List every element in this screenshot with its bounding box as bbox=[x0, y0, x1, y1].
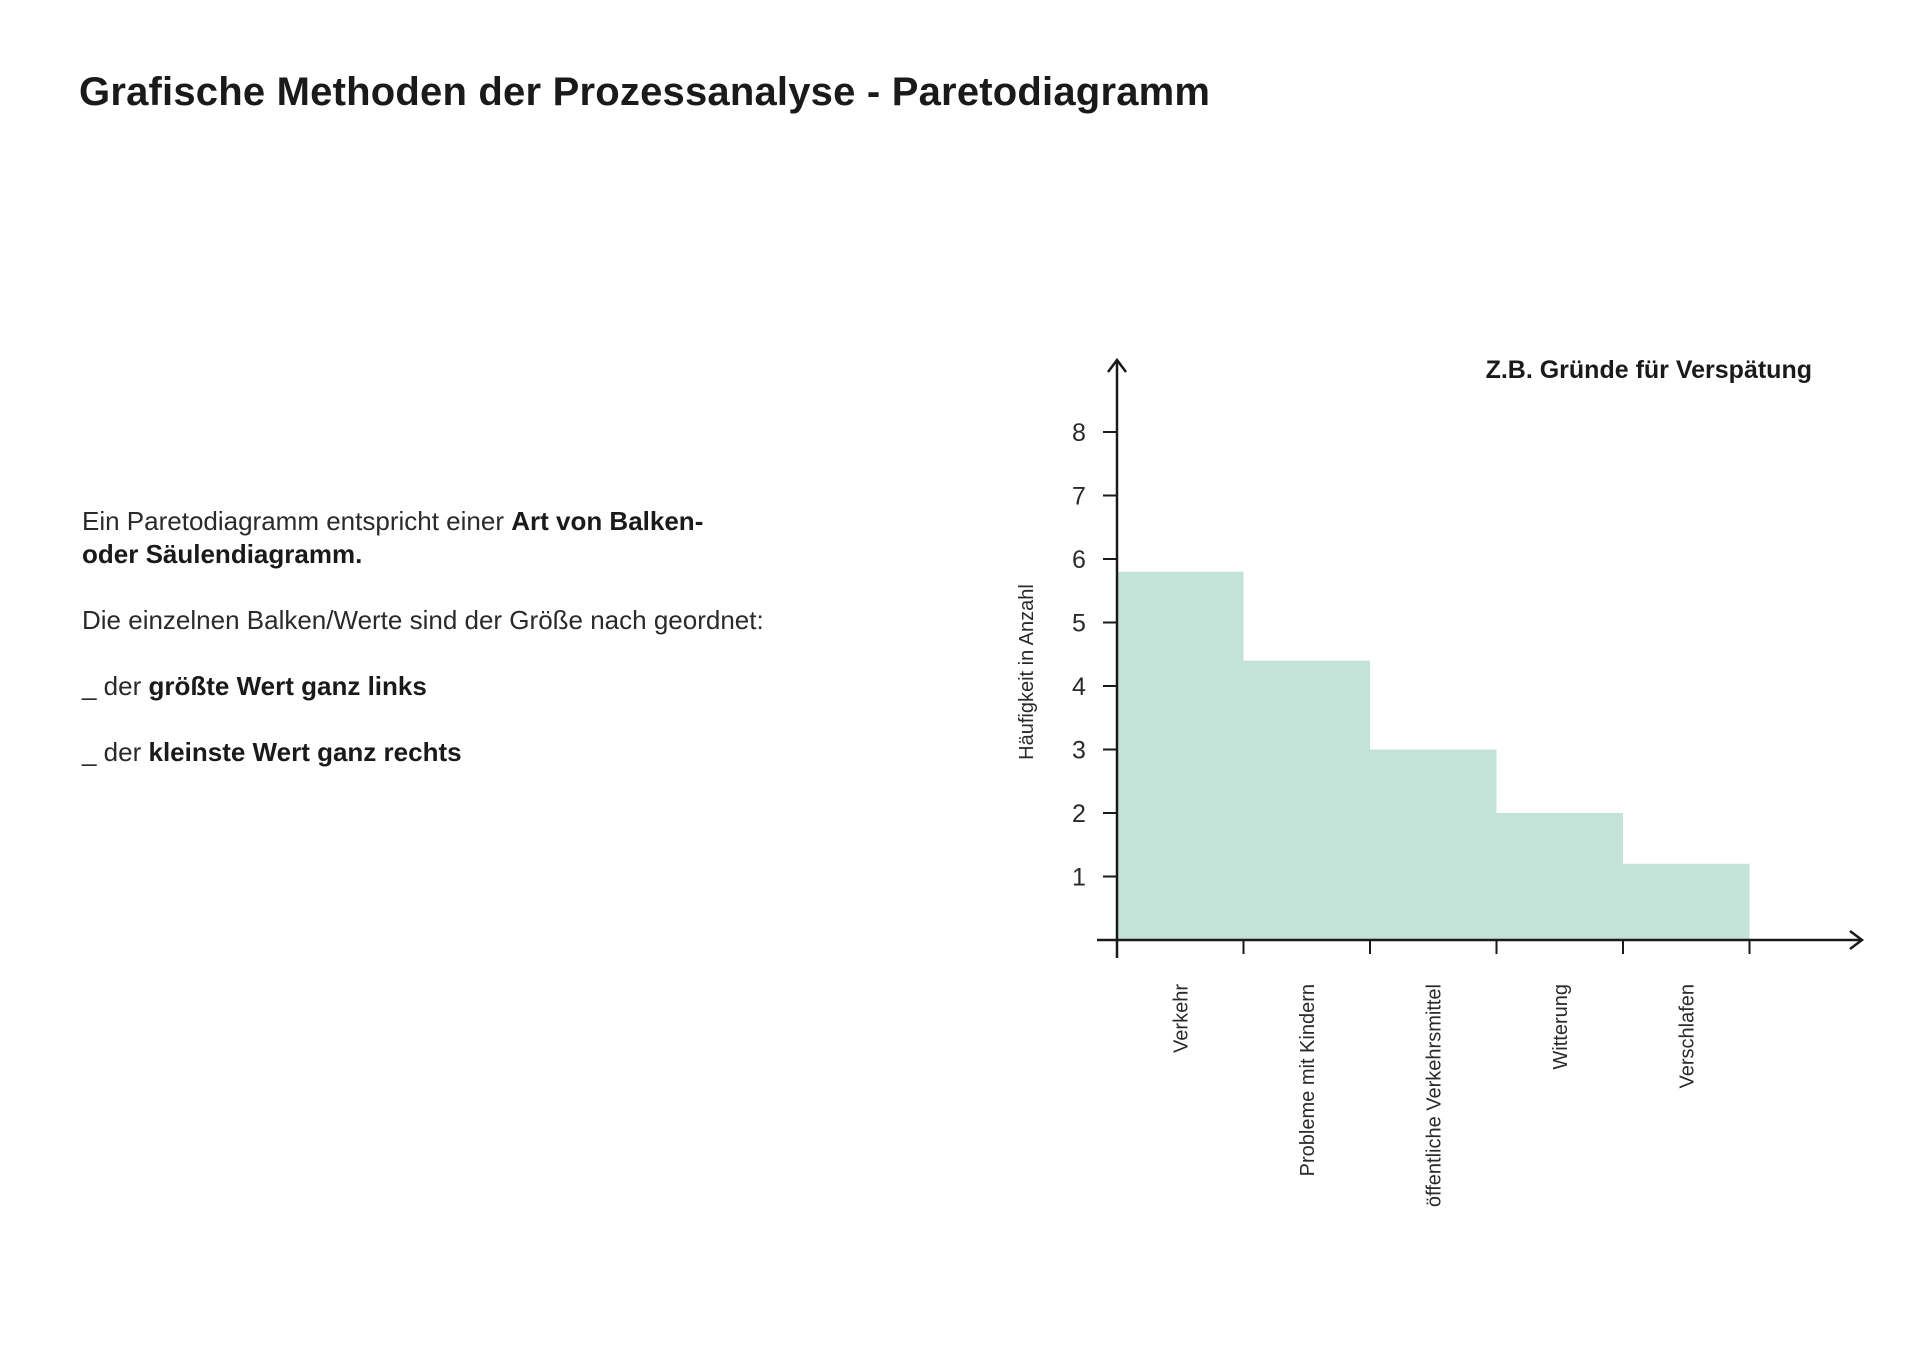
y-tick-label-1: 1 bbox=[1072, 863, 1086, 892]
y-tick-label-3: 3 bbox=[1072, 736, 1086, 765]
order-paragraph: Die einzelnen Balken/Werte sind der Größe nach geordnet: bbox=[82, 605, 764, 635]
smallest-prefix: _ der bbox=[82, 737, 149, 767]
smallest-bold: kleinste Wert ganz rechts bbox=[148, 737, 462, 767]
y-tick-label-8: 8 bbox=[1072, 419, 1086, 447]
page-title: Grafische Methoden der Prozessanalyse - Paretodiagramm bbox=[79, 70, 1211, 114]
category-label-2: Probleme mit Kindern bbox=[1296, 984, 1319, 1177]
category-label-1: Verkehr bbox=[1170, 984, 1193, 1053]
category-label-3: öffentliche Verkehrsmittel bbox=[1423, 984, 1446, 1208]
y-tick-label-4: 4 bbox=[1072, 673, 1086, 701]
y-tick-label-7: 7 bbox=[1072, 482, 1086, 511]
bar-5 bbox=[1623, 864, 1750, 940]
bar-4 bbox=[1497, 813, 1624, 940]
chart-title: Z.B. Gründe für Verspätung bbox=[1485, 356, 1812, 384]
y-tick-label-2: 2 bbox=[1072, 800, 1086, 828]
largest-bold: größte Wert ganz links bbox=[148, 671, 427, 701]
category-label-4: Witterung bbox=[1549, 984, 1572, 1070]
category-label-5: Verschlafen bbox=[1676, 984, 1699, 1089]
intro-bold-2: oder Säulendiagramm. bbox=[82, 539, 363, 569]
bars-group bbox=[1117, 572, 1750, 940]
y-axis-label: Häufigkeit in Anzahl bbox=[1016, 584, 1038, 760]
intro-bold-1: Art von Balken- bbox=[511, 506, 704, 536]
bar-1 bbox=[1117, 572, 1244, 940]
bar-3 bbox=[1370, 750, 1497, 941]
largest-prefix: _ der bbox=[82, 671, 149, 701]
bar-2 bbox=[1244, 661, 1371, 940]
intro-text: Ein Paretodiagramm entspricht einer bbox=[82, 506, 512, 536]
y-tick-label-5: 5 bbox=[1072, 609, 1086, 638]
y-tick-label-6: 6 bbox=[1072, 546, 1086, 574]
